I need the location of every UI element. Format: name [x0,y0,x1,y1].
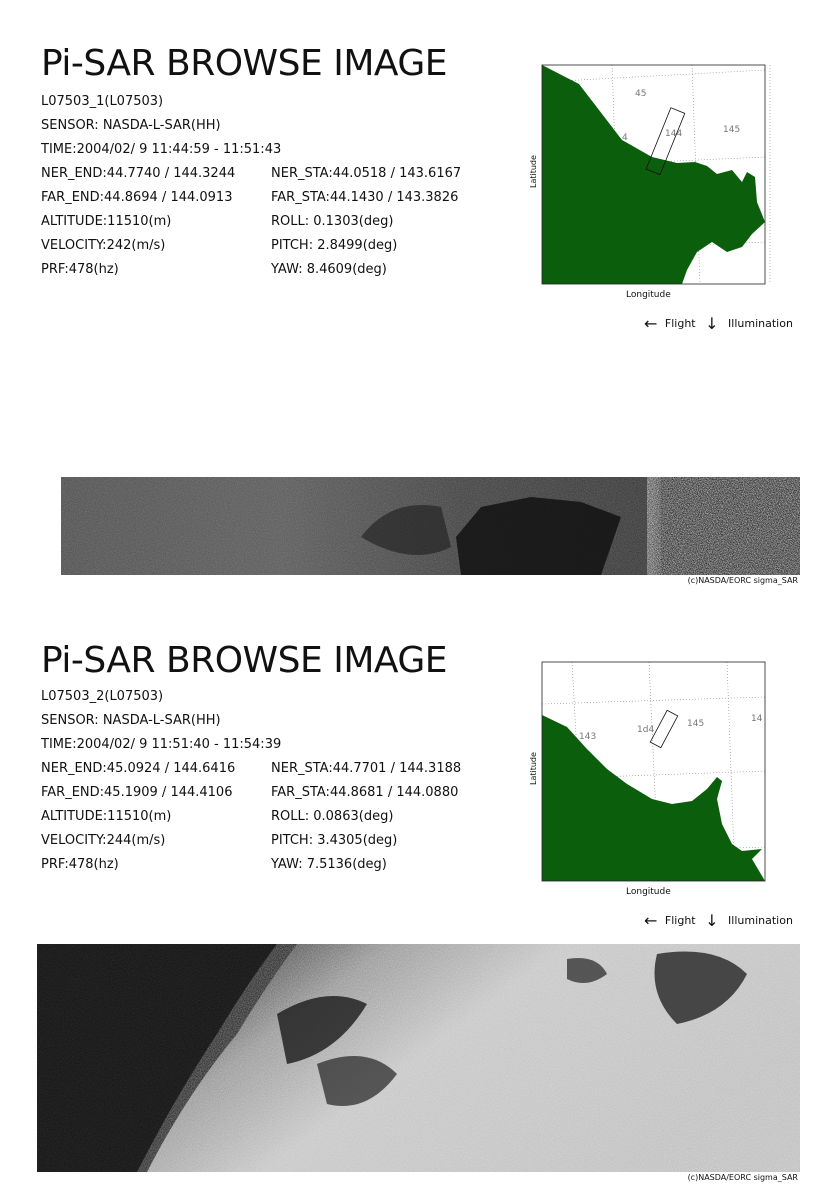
land-mass [542,715,765,881]
map-xlabel: Longitude [626,290,671,300]
browse-panel-2 [0,597,822,1190]
illumination-label: Illumination [728,913,793,927]
map-xlabel: Longitude [626,887,671,897]
roll-info: ROLL: 0.1303(deg) [271,214,394,229]
illumination-label: Illumination [728,316,793,330]
grid-label: 143 [579,732,597,742]
scene-footprint-box [650,710,677,747]
grid-label: 144 [665,129,683,139]
copyright-credit: (c)NASDA/EORC sigma_SAR [687,1173,798,1182]
page-title: Pi-SAR BROWSE IMAGE [41,43,448,84]
arrow-left-icon: ← [644,314,658,333]
far-start-coords: FAR_STA:44.1430 / 143.3826 [271,190,459,205]
location-map [527,659,772,899]
pitch-info: PITCH: 2.8499(deg) [271,238,398,253]
page-title: Pi-SAR BROWSE IMAGE [41,640,448,681]
velocity-info: VELOCITY:242(m/s) [41,238,166,253]
map-ylabel: Latitude [529,155,538,188]
altitude-info: ALTITUDE:11510(m) [41,809,172,824]
direction-legend [644,314,793,333]
scene-id: L07503_1(L07503) [41,94,164,109]
far-end-coords: FAR_END:44.8694 / 144.0913 [41,190,233,205]
far-start-coords: FAR_STA:44.8681 / 144.0880 [271,785,459,800]
sar-image-strip [37,944,800,1172]
grid-label: 4 [622,133,628,143]
near-end-coords: NER_END:44.7740 / 144.3244 [41,166,236,181]
far-end-coords: FAR_END:45.1909 / 144.4106 [41,785,233,800]
sar-image-strip [61,477,800,575]
velocity-info: VELOCITY:244(m/s) [41,833,166,848]
time-info: TIME:2004/02/ 9 11:51:40 - 11:54:39 [41,737,282,752]
copyright-credit: (c)NASDA/EORC sigma_SAR [687,576,798,585]
arrow-left-icon: ← [644,911,658,930]
flight-label: Flight [664,316,696,330]
near-start-coords: NER_STA:44.0518 / 143.6167 [271,166,462,181]
grid-label: 145 [687,719,705,729]
yaw-info: YAW: 8.4609(deg) [271,262,387,277]
sensor-info: SENSOR: NASDA-L-SAR(HH) [41,118,221,133]
grid-label: 1d4 [637,725,655,735]
grid-label: 145 [723,125,741,135]
map-ylabel: Latitude [529,752,538,785]
yaw-info: YAW: 7.5136(deg) [271,857,387,872]
time-info: TIME:2004/02/ 9 11:44:59 - 11:51:43 [41,142,282,157]
grid-label: 14 [751,714,763,724]
direction-legend [644,911,793,930]
arrow-down-icon: ↓ [705,314,719,333]
sensor-info: SENSOR: NASDA-L-SAR(HH) [41,713,221,728]
prf-info: PRF:478(hz) [41,262,119,277]
arrow-down-icon: ↓ [705,911,719,930]
altitude-info: ALTITUDE:11510(m) [41,214,172,229]
land-mass [542,65,765,284]
scene-id: L07503_2(L07503) [41,689,164,704]
flight-label: Flight [664,913,696,927]
location-map [527,62,772,302]
grid-label: 45 [635,89,647,99]
pitch-info: PITCH: 3.4305(deg) [271,833,398,848]
roll-info: ROLL: 0.0863(deg) [271,809,394,824]
near-start-coords: NER_STA:44.7701 / 144.3188 [271,761,462,776]
near-end-coords: NER_END:45.0924 / 144.6416 [41,761,236,776]
prf-info: PRF:478(hz) [41,857,119,872]
